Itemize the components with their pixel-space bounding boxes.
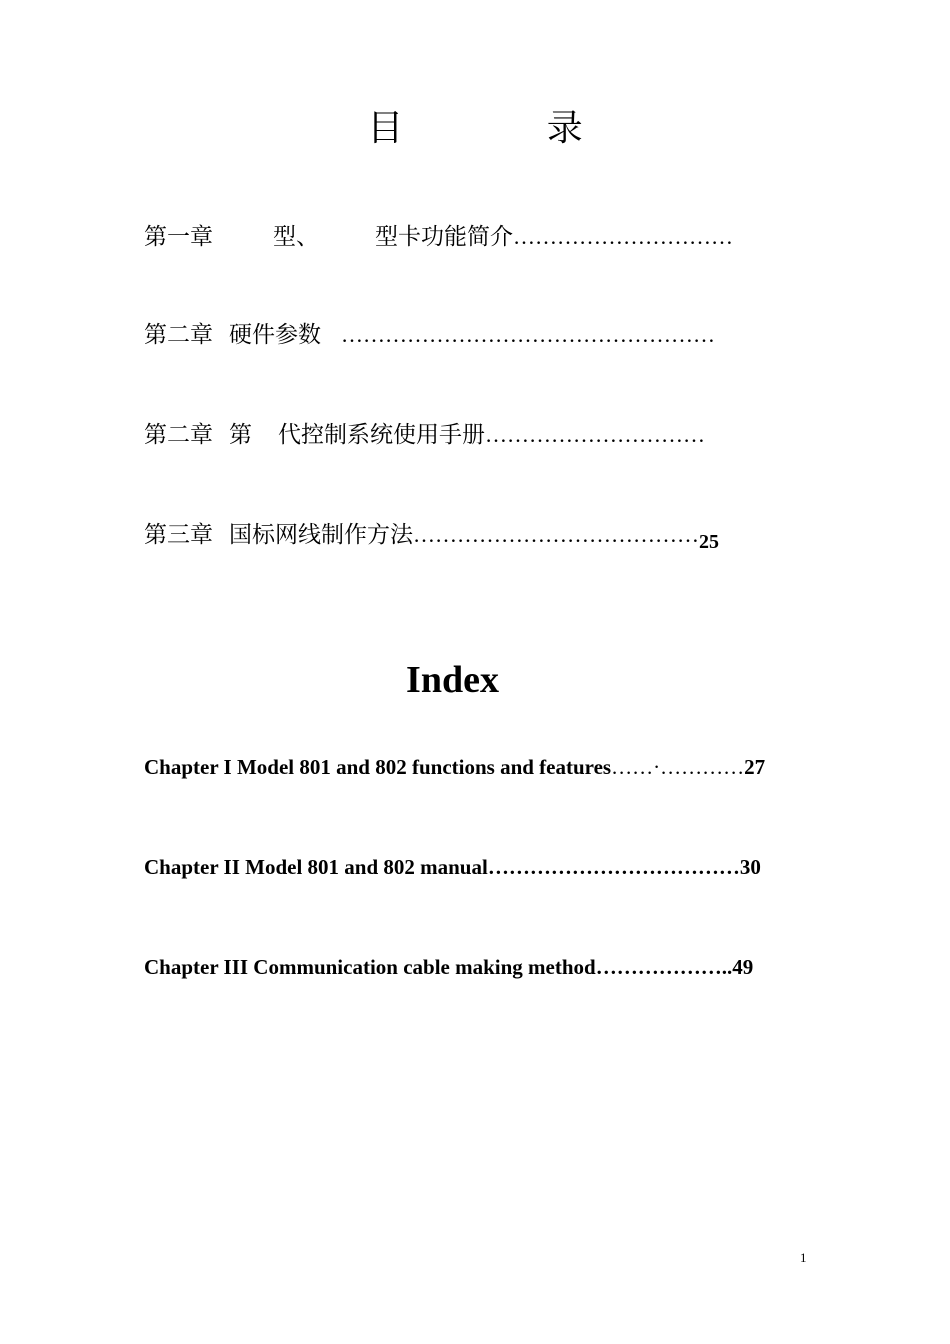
toc-entry-cn-2[interactable] — [144, 320, 715, 350]
toc-title-english: Index — [406, 659, 499, 701]
toc-entry-en-1[interactable] — [144, 754, 765, 780]
page-number: 1 — [800, 1250, 807, 1265]
page-ref: 49 — [732, 955, 754, 979]
chapter-label: 第二章 — [144, 422, 213, 448]
toc-entry-cn-1[interactable] — [144, 222, 733, 252]
entry-text: Chapter I Model 801 and 802 functions and features — [144, 755, 612, 779]
entry-text: Chapter II Model 801 and 802 manual — [144, 855, 488, 879]
entry-text: 型卡功能简介 — [375, 224, 513, 250]
entry-text: 型、 — [273, 224, 319, 250]
page-ref: 27 — [744, 755, 766, 779]
leader-dots: ……………………………… — [487, 855, 740, 879]
leader-dots: ……………….. — [595, 955, 733, 979]
toc-entry-cn-3[interactable] — [144, 420, 705, 450]
chapter-label: 第二章 — [144, 322, 213, 348]
chapter-label: 第一章 — [144, 224, 213, 250]
page-ref: 25 — [699, 531, 719, 553]
entry-text: 硬件参数 — [229, 322, 321, 348]
toc-title-chinese: 目 录 — [367, 108, 649, 149]
leader-dots: …………………………………………… — [341, 322, 715, 347]
toc-entry-en-2[interactable] — [144, 854, 761, 880]
page-ref: 30 — [739, 855, 761, 879]
toc-entry-en-3[interactable] — [144, 954, 753, 980]
entry-text: Chapter III Communication cable making method — [144, 955, 596, 979]
leader-dots: ……·………… — [611, 755, 745, 779]
entry-text: 代控制系统使用手册 — [278, 422, 485, 448]
entry-text: 国标网线制作方法 — [229, 522, 413, 548]
toc-entry-cn-4[interactable] — [144, 520, 719, 551]
entry-text: 第 — [229, 422, 252, 448]
leader-dots: ………………………………… — [413, 522, 699, 547]
leader-dots: ………………………… — [513, 224, 733, 249]
leader-dots: ………………………… — [485, 422, 705, 447]
chapter-label: 第三章 — [144, 522, 213, 548]
